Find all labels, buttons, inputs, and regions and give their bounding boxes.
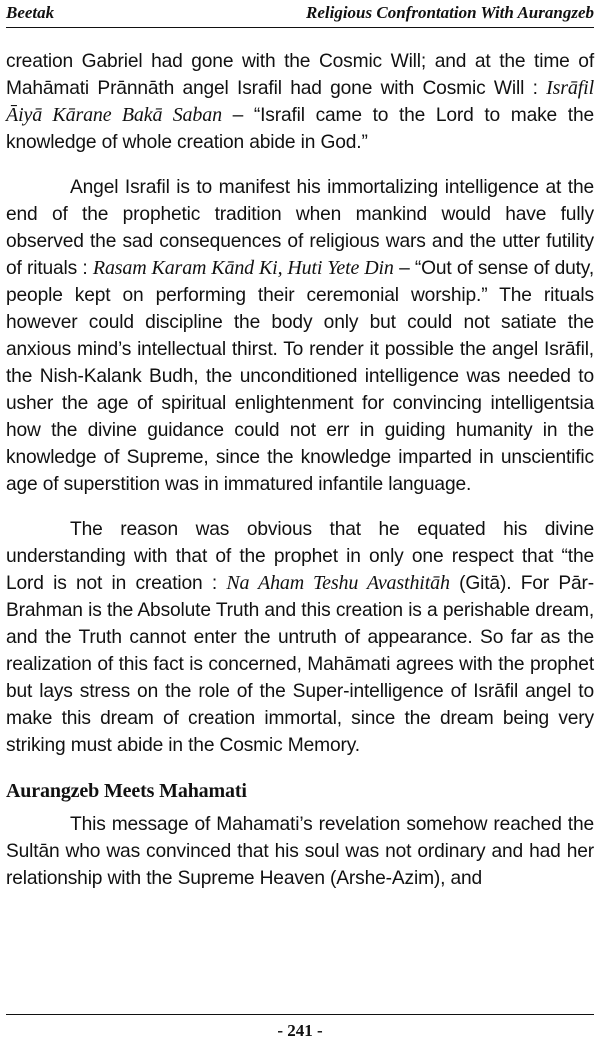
italic-quotation: Na Aham Teshu Avasthitāh (226, 572, 450, 594)
running-header (6, 2, 594, 26)
header-book-title: Beetak (6, 3, 55, 22)
paragraph (6, 811, 594, 892)
body-text (6, 48, 594, 892)
section-heading: Aurangzeb Meets Mahamati (6, 780, 247, 802)
text-run: Angel Israfil is to manifest his immortalizing intelligence at the end of the prophetic tradition when mankind would have fully observed the sad consequences of religious wars and the utter futility of rituals : (6, 177, 594, 279)
paragraph (6, 48, 594, 156)
text-run: The reason was obvious that he equated his divine understanding with that of the prophet in only one respect that “the Lord is not in creation : (6, 519, 594, 594)
text-run: – “Israfil came to the Lord to make the knowledge of whole creation abide in God.” (6, 105, 594, 153)
header-chapter-title: Religious Confrontation With Aurangzeb (306, 3, 594, 22)
paragraph (6, 516, 594, 759)
text-run: This message of Mahamati’s revelation somehow reached the Sultān who was convinced that his soul was not ordinary and had her relationship with the Supreme Heaven (Arshe-Azim), and (6, 814, 594, 889)
italic-quotation: Isrāfil Āiyā Kārane Bakā Saban (6, 77, 594, 126)
page-number: - 241 - (277, 1021, 323, 1040)
paragraph (6, 174, 594, 498)
header-rule (6, 27, 594, 28)
text-run: – “Out of sense of duty, people kept on performing their ceremonial worship.” The rituals however could discipline the body only but could not satiate the anxious mind’s intellectual thirst. To render it possible the angel Isrāfil, the Nish-Kalank Budh, the unconditioned intelligence was needed to usher the age of spiritual enlightenment for convincing intelligentsia how the divine guidance could not err in guiding humanity in the knowledge of Supreme, since the knowledge imparted in unscientific age of superstition was in immatured infantile language. (6, 258, 595, 495)
footer-rule (6, 1014, 594, 1015)
italic-quotation: Rasam Karam Kānd Ki, Huti Yete Din (92, 257, 394, 279)
text-run: creation Gabriel had gone with the Cosmic Will; and at the time of Mahāmati Prānnāth angel Israfil had gone with Cosmic Will : (6, 51, 594, 99)
text-run: (Gitā). For Pār-Brahman is the Absolute Truth and this creation is a perishable dream, and the Truth cannot enter the untruth of appearance. So far as the realization of this fact is concerned, Mahāmati agrees with the prophet but lays stress on the role of the Super-intelligence of Isrāfil angel to make this dream of creation immortal, since the dream being very striking must abide in the Cosmic Memory. (6, 573, 594, 756)
